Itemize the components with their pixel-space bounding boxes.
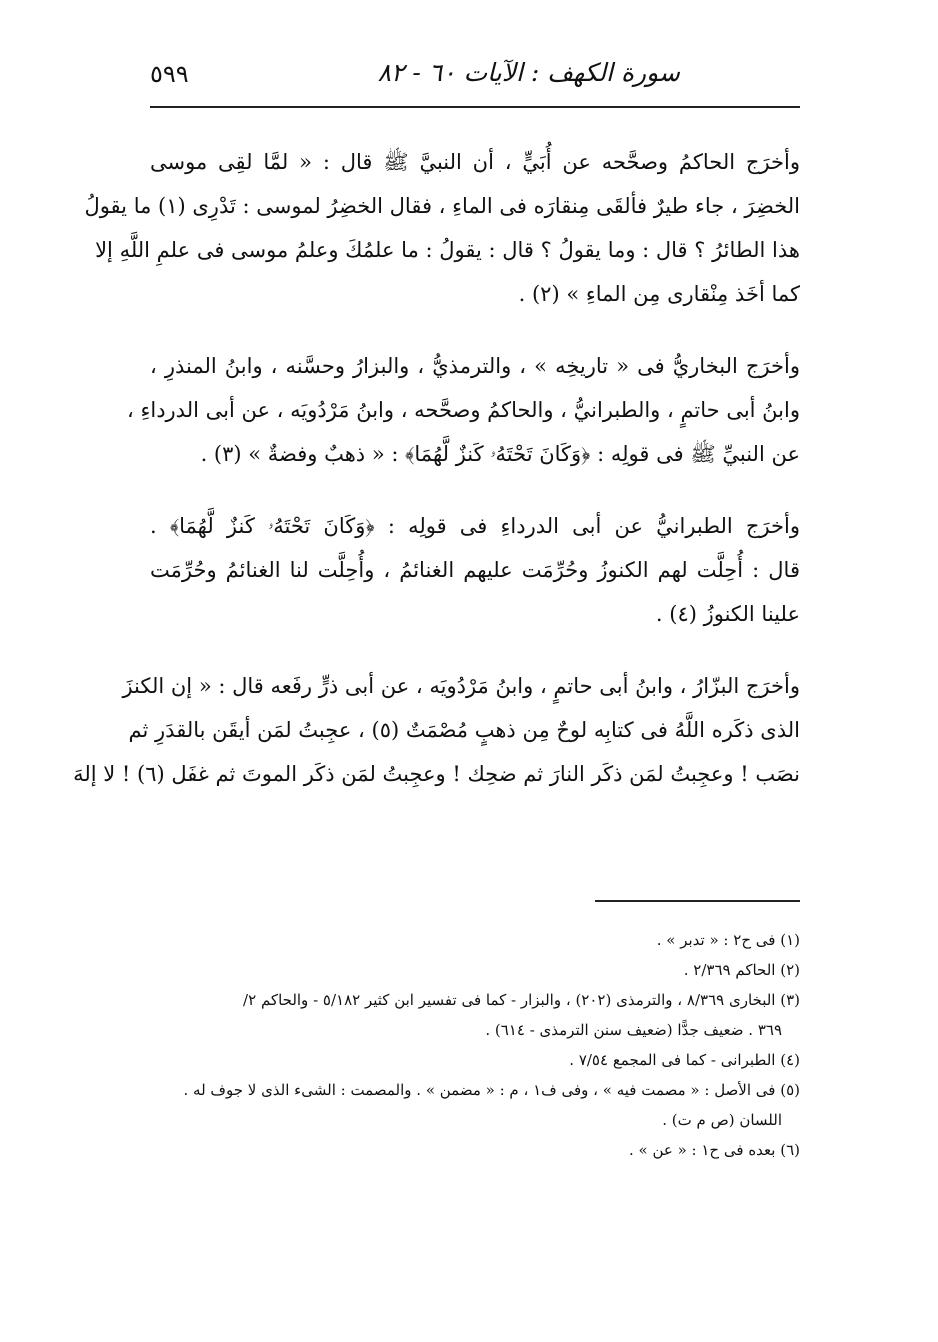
footnote-divider <box>595 900 800 902</box>
text-line: هذا الطائرُ ؟ قال : وما يقولُ ؟ قال : يقولُ : ما علمُكَ وعلمُ موسى فى علمِ اللَّهِ إلا <box>95 238 800 262</box>
footnote-5-continued: اللسان (ص م ت) . <box>662 1111 782 1129</box>
text-line: الذى ذكَره اللَّهُ فى كتابِه لوحٌ مِن ذهبٍ مُصْمَتٌ (٥) ، عجِبتُ لمَن أيقَن بالقدَرِ ثم <box>128 718 800 742</box>
footnote-4: (٤) الطبرانى - كما فى المجمع ٧/٥٤ . <box>569 1051 800 1069</box>
page-header <box>150 58 800 102</box>
text-line: كما أخَذ مِنْقارى مِن الماءِ » (٢) . <box>518 282 800 306</box>
paragraph-2 <box>127 344 800 476</box>
paragraph-4 <box>73 664 800 796</box>
footnote-5: (٥) فى الأصل : « مصمت فيه » ، وفى ف١ ، م : « مضمن » . والمصمت : الشىء الذى لا جوف له . <box>183 1081 800 1099</box>
footnote-2: (٢) الحاكم ٢/٣٦٩ . <box>683 961 800 979</box>
text-line: عن النبيِّ ﷺ فى قولِه : ﴿وَكَانَ تَحْتَهُۥ كَنزٌ لَّهُمَا﴾ : « ذهبٌ وفضةٌ » (٣) . <box>200 442 800 466</box>
text-line: الخضِرَ ، جاء طيرٌ فألقَى مِنقارَه فى الماءِ ، فقال الخضِرُ لموسى : تَدْرِى (١) ما يقولُ <box>84 194 800 218</box>
text-line: وأخرَج البزّارُ ، وابنُ أبى حاتمٍ ، وابنُ مَرْدُويَه ، عن أبى ذرٍّ رفَعه قال : « إن الكنزَ <box>122 674 800 698</box>
text-line: علينا الكنوزُ (٤) . <box>655 602 800 626</box>
header-divider <box>150 106 800 108</box>
text-line: قال : أُحِلَّت لهم الكنوزُ وحُرِّمَت عليهم الغنائمُ ، وأُحِلَّت لنا الغنائمُ وحُرِّمَت <box>150 558 800 582</box>
paragraph-3 <box>150 504 800 636</box>
running-title: سورة الكهف : الآيات ٦٠ - ٨٢ <box>377 58 680 87</box>
main-text <box>73 140 800 824</box>
page-number: ٥٩٩ <box>150 60 189 88</box>
text-line: وابنُ أبى حاتمٍ ، والطبرانيُّ ، والحاكمُ وصحَّحه ، وابنُ مَرْدُويَه ، عن أبى الدرداءِ ، <box>127 398 800 422</box>
paragraph-1 <box>84 140 800 316</box>
footnote-3-continued: ٣٦٩ . ضعيف جدًّا (ضعيف سنن الترمذى - ٦١٤) . <box>485 1021 782 1039</box>
text-line: نصَب ! وعجِبتُ لمَن ذكَر النارَ ثم ضحِك ! وعجِبتُ لمَن ذكَر الموتَ ثم غفَل (٦) ! لا إلهَ <box>73 762 800 786</box>
footnote-6: (٦) بعده فى ح١ : « عن » . <box>628 1141 800 1159</box>
footnote-3: (٣) البخارى ٨/٣٦٩ ، والترمذى (٢٠٢) ، والبزار - كما فى تفسير ابن كثير ٥/١٨٢ - والحاكم ٢/ <box>243 991 800 1009</box>
footnotes <box>150 925 800 1165</box>
text-line: وأخرَج الحاكمُ وصحَّحه عن أُبَيٍّ ، أن النبيَّ ﷺ قال : « لمَّا لقِى موسى <box>150 150 800 174</box>
text-line: وأخرَج الطبرانيُّ عن أبى الدرداءِ فى قولِه : ﴿وَكَانَ تَحْتَهُۥ كَنزٌ لَّهُمَا﴾ . <box>150 514 800 538</box>
text-line: وأخرَج البخاريُّ فى « تاريخِه » ، والترمذيُّ ، والبزارُ وحسَّنه ، وابنُ المنذرِ ، <box>150 354 800 378</box>
footnote-1: (١) فى ح٢ : « تدبر » . <box>656 931 800 949</box>
